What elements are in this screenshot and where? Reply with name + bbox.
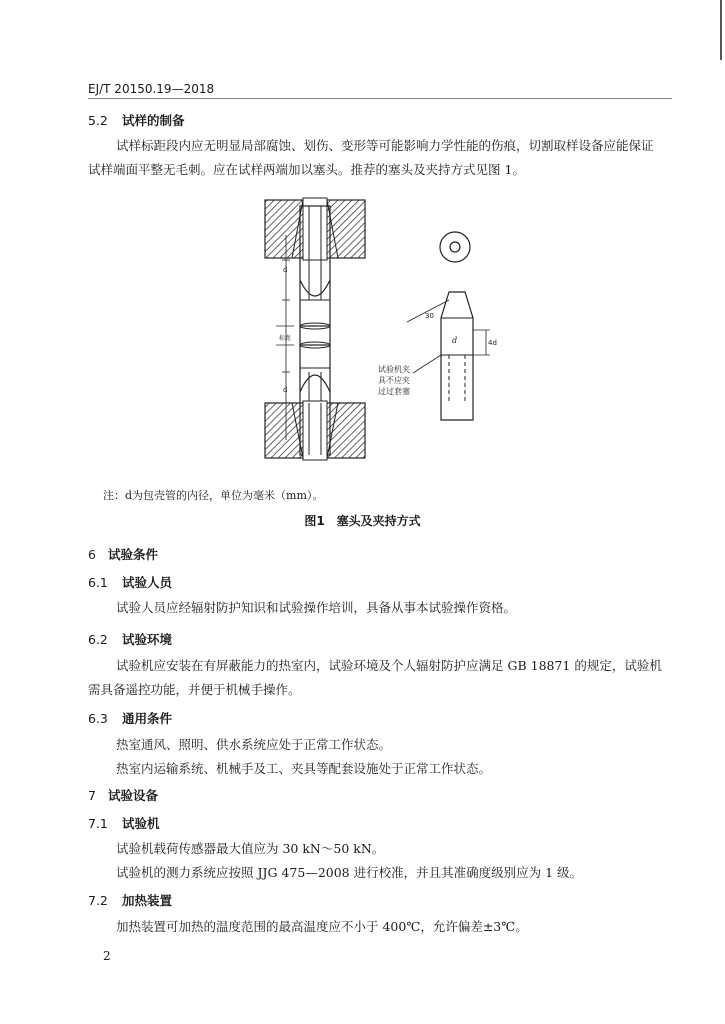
figure-note: 注：d为包壳管的内径，单位为毫米（mm）。 bbox=[103, 489, 324, 502]
paragraph-line: 热室内运输系统、机械手及工、夹具等配套设施处于正常工作状态。 bbox=[116, 761, 492, 776]
paragraph-7-2 bbox=[88, 915, 672, 939]
section-title: 通用条件 bbox=[122, 711, 173, 726]
figure-caption bbox=[0, 512, 725, 529]
section-number: 6.1 bbox=[88, 575, 108, 590]
plug-side-view bbox=[407, 292, 490, 420]
gauge-label: 标距 bbox=[279, 335, 292, 342]
upper-grip bbox=[265, 198, 365, 260]
section-number: 6 bbox=[88, 547, 96, 562]
paragraph-6-1 bbox=[88, 596, 672, 620]
side-label-line-2: 具不应夹 bbox=[378, 376, 410, 385]
section-number: 7.2 bbox=[88, 893, 108, 908]
angle-label: 30 bbox=[425, 312, 434, 320]
section-6-3-heading bbox=[88, 709, 172, 727]
paragraph-6-2 bbox=[88, 654, 672, 702]
paragraph-6-3 bbox=[88, 733, 672, 781]
section-6-1-heading bbox=[88, 573, 172, 591]
paragraph-line: 试验机载荷传感器最大值应为 30 kN～50 kN。 bbox=[116, 841, 385, 856]
paragraph-line: 试验人员应经辐射防护知识和试验操作培训，具备从事本试验操作资格。 bbox=[116, 600, 517, 615]
side-label-line-3: 过过套塞 bbox=[378, 387, 410, 396]
section-number: 6.2 bbox=[88, 632, 108, 647]
dim-label-d-upper: d bbox=[283, 266, 288, 274]
section-title: 试验条件 bbox=[108, 547, 159, 562]
length-label: 4d bbox=[488, 339, 497, 347]
section-title: 加热装置 bbox=[122, 893, 173, 908]
section-title: 试验环境 bbox=[122, 632, 173, 647]
section-title: 试验设备 bbox=[108, 788, 159, 803]
section-7-1-heading bbox=[88, 814, 160, 832]
section-number: 7.1 bbox=[88, 816, 108, 831]
page-number: 2 bbox=[103, 949, 111, 963]
document-header: EJ/T 20150.19—2018 bbox=[88, 82, 215, 96]
paragraph-line: 需具备遥控功能，并便于机械手操作。 bbox=[88, 682, 301, 697]
section-7-heading bbox=[88, 786, 158, 804]
section-6-heading bbox=[88, 545, 158, 563]
section-title: 试验机 bbox=[122, 816, 160, 831]
figure-caption-label: 图1 bbox=[304, 514, 325, 528]
diameter-label: d bbox=[452, 336, 458, 345]
paragraph-line: 试样标距段内应无明显局部腐蚀、划伤、变形等可能影响力学性能的伤痕，切割取样设备应能保证 bbox=[116, 138, 654, 153]
paragraph-line: 加热装置可加热的温度范围的最高温度应不小于 400℃，允许偏差±3℃。 bbox=[116, 919, 528, 934]
section-6-2-heading bbox=[88, 630, 172, 648]
section-7-2-heading bbox=[88, 891, 172, 909]
paragraph-line: 热室通风、照明、供水系统应处于正常工作状态。 bbox=[116, 737, 392, 752]
figure-caption-title: 塞头及夹持方式 bbox=[336, 514, 421, 528]
paragraph-7-1 bbox=[88, 837, 672, 885]
paragraph-line: 试验机的测力系统应按照 JJG 475—2008 进行校准，并且其准确度级别应为 1 级。 bbox=[116, 865, 582, 880]
section-number: 5.2 bbox=[88, 113, 108, 128]
paragraph-line: 试验机应安装在有屏蔽能力的热室内，试验环境及个人辐射防护应满足 GB 18871 的规定，试验机 bbox=[116, 658, 662, 673]
section-number: 7 bbox=[88, 788, 96, 803]
gauge-section bbox=[300, 323, 330, 348]
dim-label-d-lower: d bbox=[283, 386, 288, 394]
section-title: 试验人员 bbox=[122, 575, 173, 590]
paragraph-line: 试样端面平整无毛刺。应在试样两端加以塞头。推荐的塞头及夹持方式见图 1。 bbox=[88, 162, 525, 177]
end-view-circle bbox=[440, 232, 470, 262]
section-title: 试样的制备 bbox=[122, 113, 185, 128]
section-number: 6.3 bbox=[88, 711, 108, 726]
lower-grip bbox=[265, 401, 365, 460]
side-label-line-1: 试验机夹 bbox=[378, 365, 410, 374]
